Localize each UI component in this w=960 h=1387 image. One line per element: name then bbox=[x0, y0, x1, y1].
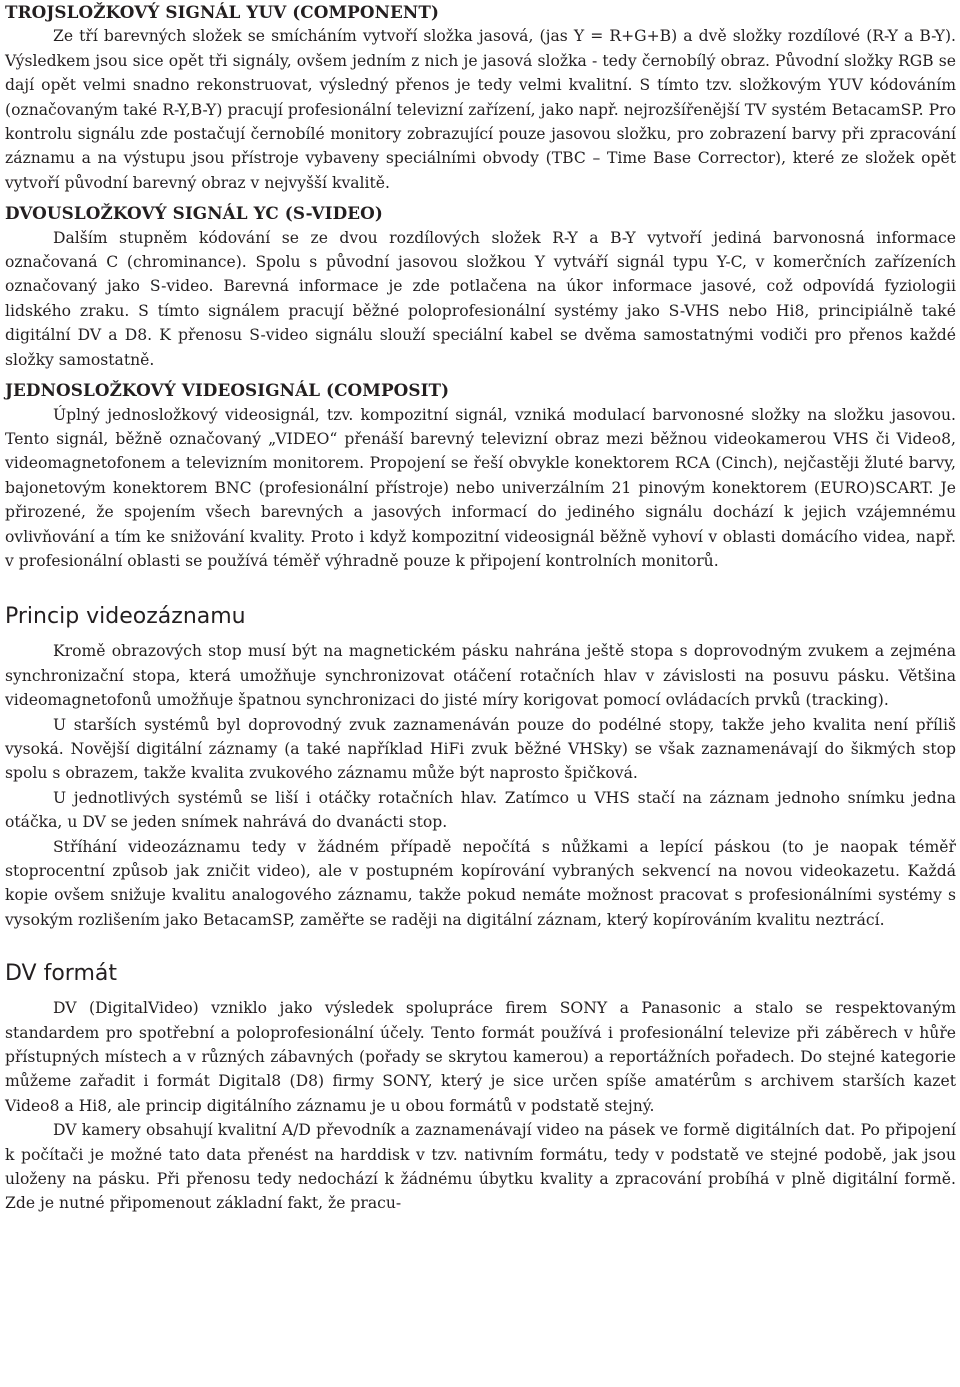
paragraph: DV kamery obsahují kvalitní A/D převodník a zaznamenávají video na pásek ve formě digitálních dat. Po připojení k počítači je možné tato data přenést na harddisk v tzv. nativním formátu, tedy v podstatě ve stejné podobě, jak jsou uloženy na pásku. Při přenosu tedy nedochází k žádnému úbytku kvality a zpracování probíhá v plně digitální formě. Zde je nutné připomenout základní fakt, že pracu- bbox=[5, 1121, 956, 1213]
section-s-video bbox=[5, 201, 956, 372]
paragraph: U starších systémů byl doprovodný zvuk zaznamenáván pouze do podélné stopy, takže jeho kvalita není příliš vysoká. Novější digitální záznamy (a také například HiFi zvuk běžné VHSky) se však zaznamenávají do šikmých stop spolu s obrazem, takže kvalita zvukového záznamu může být naprosto špičková. bbox=[5, 715, 956, 783]
section-heading: DV formát bbox=[5, 961, 117, 987]
paragraph: Ze tří barevných složek se smícháním vytvoří složka jasová, (jas Y = R+G+B) a dvě složky rozdílové (R-Y a B-Y). Výsledkem jsou sice opět tři signály, ovšem jedním z nich je jasová složka - tedy černobílý obraz. Původní složky RGB se dají opět velmi snadno rekonstruovat, výsledný přenos je tedy velmi kvalitní. S tímto tzv. složkovým YUV kódováním (označovaným také R-Y,B-Y) pracují profesionální televizní zařízení, jako např. nejrozšířenější TV systém BetacamSP. Pro kontrolu signálu zde postačují černobílé monitory zobrazující pouze jasovou složku, pro zobrazení barvy při zpracování záznamu a na výstupu jsou přístroje vybaveny speciálními obvody (TBC – Time Base Corrector), které ze složek opět vytvoří původní barevný obraz v nejvyšší kvalitě. bbox=[5, 27, 956, 192]
section-dv-format bbox=[5, 960, 956, 1216]
section-heading: TROJSLOŽKOVÝ SIGNÁL YUV (COMPONENT) bbox=[5, 2, 439, 22]
paragraph: Stříhání videozáznamu tedy v žádném případě nepočítá s nůžkami a lepící páskou (to je naopak téměř stoprocentní způsob jak zničit video), ale v postupném kopírování vybraných sekvencí na novou videokazetu. Každá kopie ovšem snižuje kvalitu analogového záznamu, takže pokud nemáte možnost pracovat s profesionálními systémy s vysokým rozlišením jako BetacamSP, zaměřte se raději na digitální záznam, který kopírováním kvalitu neztrácí. bbox=[5, 837, 956, 929]
paragraph: DV (DigitalVideo) vzniklo jako výsledek spolupráce firem SONY a Panasonic a stalo se respektovaným standardem pro spotřební a poloprofesionální účely. Tento formát používá i profesionální televize při záběrech v hůře přístupných místech a v různých zábavných (pořady se skrytou kamerou) a reportážních pořadech. Do stejné kategorie můžeme zařadit i formát Digital8 (D8) firmy SONY, který je sice určen spíše amatérům s archivem starších kazet Video8 a Hi8, ale princip digitálního záznamu je u obou formátů v podstatě stejný. bbox=[5, 999, 956, 1115]
section-heading: JEDNOSLOŽKOVÝ VIDEOSIGNÁL (COMPOSIT) bbox=[5, 380, 450, 401]
paragraph: U jednotlivých systémů se liší i otáčky rotačních hlav. Zatímco u VHS stačí na záznam jednoho snímku jedna otáčka, u DV se jeden snímek nahrává do dvanácti stop. bbox=[5, 788, 956, 832]
section-component bbox=[5, 0, 956, 195]
section-heading: DVOUSLOŽKOVÝ SIGNÁL YC (S-VIDEO) bbox=[5, 203, 383, 224]
paragraph: Úplný jednosložkový videosignál, tzv. kompozitní signál, vzniká modulací barvonosné složky na složku jasovou. Tento signál, běžně označovaný „VIDEO“ přenáší barevný televizní obraz mezi běžnou videokamerou VHS či Video8, videomagnetofonem a televizním monitorem. Propojení se řeší obvykle konektorem RCA (Cinch), nejčastěji žluté barvy, bajonetovým konektorem BNC (profesionální přístroje) nebo univerzálním 21 pinovým konektorem (EURO)SCART. Je přirozené, že spojením všech barevných a jasových informací do jediného signálu dochází k jejich vzájemnému ovlivňování a tím ke snižování kvality. Proto i když kompozitní videosignál běžně vyhoví v oblasti domácího videa, např. v profesionální oblasti se používá téměř výhradně pouze k připojení kontrolních monitorů. bbox=[5, 405, 956, 570]
section-princip-videozaznamu bbox=[5, 603, 956, 932]
section-composit bbox=[5, 378, 956, 573]
paragraph: Dalším stupněm kódování se ze dvou rozdílových složek R-Y a B-Y vytvoří jediná barvonosná informace označovaná C (chrominance). Spolu s původní jasovou složkou Y vytváří signál typu Y-C, v komerčních zařízeních označovaný jako S-video. Barevná informace je zde potlačena na úkor informace jasové, což odpovídá fyziologii lidského zraku. S tímto signálem pracují běžné poloprofesionální systémy jako S-VHS nebo Hi8, principiálně také digitální DV a D8. K přenosu S-video signálu slouží speciální kabel se dvěma samostatnými vodiči pro přenos každé složky samostatně. bbox=[5, 228, 956, 369]
paragraph: Kromě obrazových stop musí být na magnetickém pásku nahrána ještě stopa s doprovodným zvukem a zejména synchronizační stopa, která umožňuje synchronizovat otáčení rotačních hlav v závislosti na posuvu pásku. Většina videomagnetofonů umožňuje špatnou synchronizaci do jisté míry korigovat pomocí ovládacích prvků (tracking). bbox=[5, 642, 956, 710]
section-heading: Princip videozáznamu bbox=[5, 604, 246, 630]
